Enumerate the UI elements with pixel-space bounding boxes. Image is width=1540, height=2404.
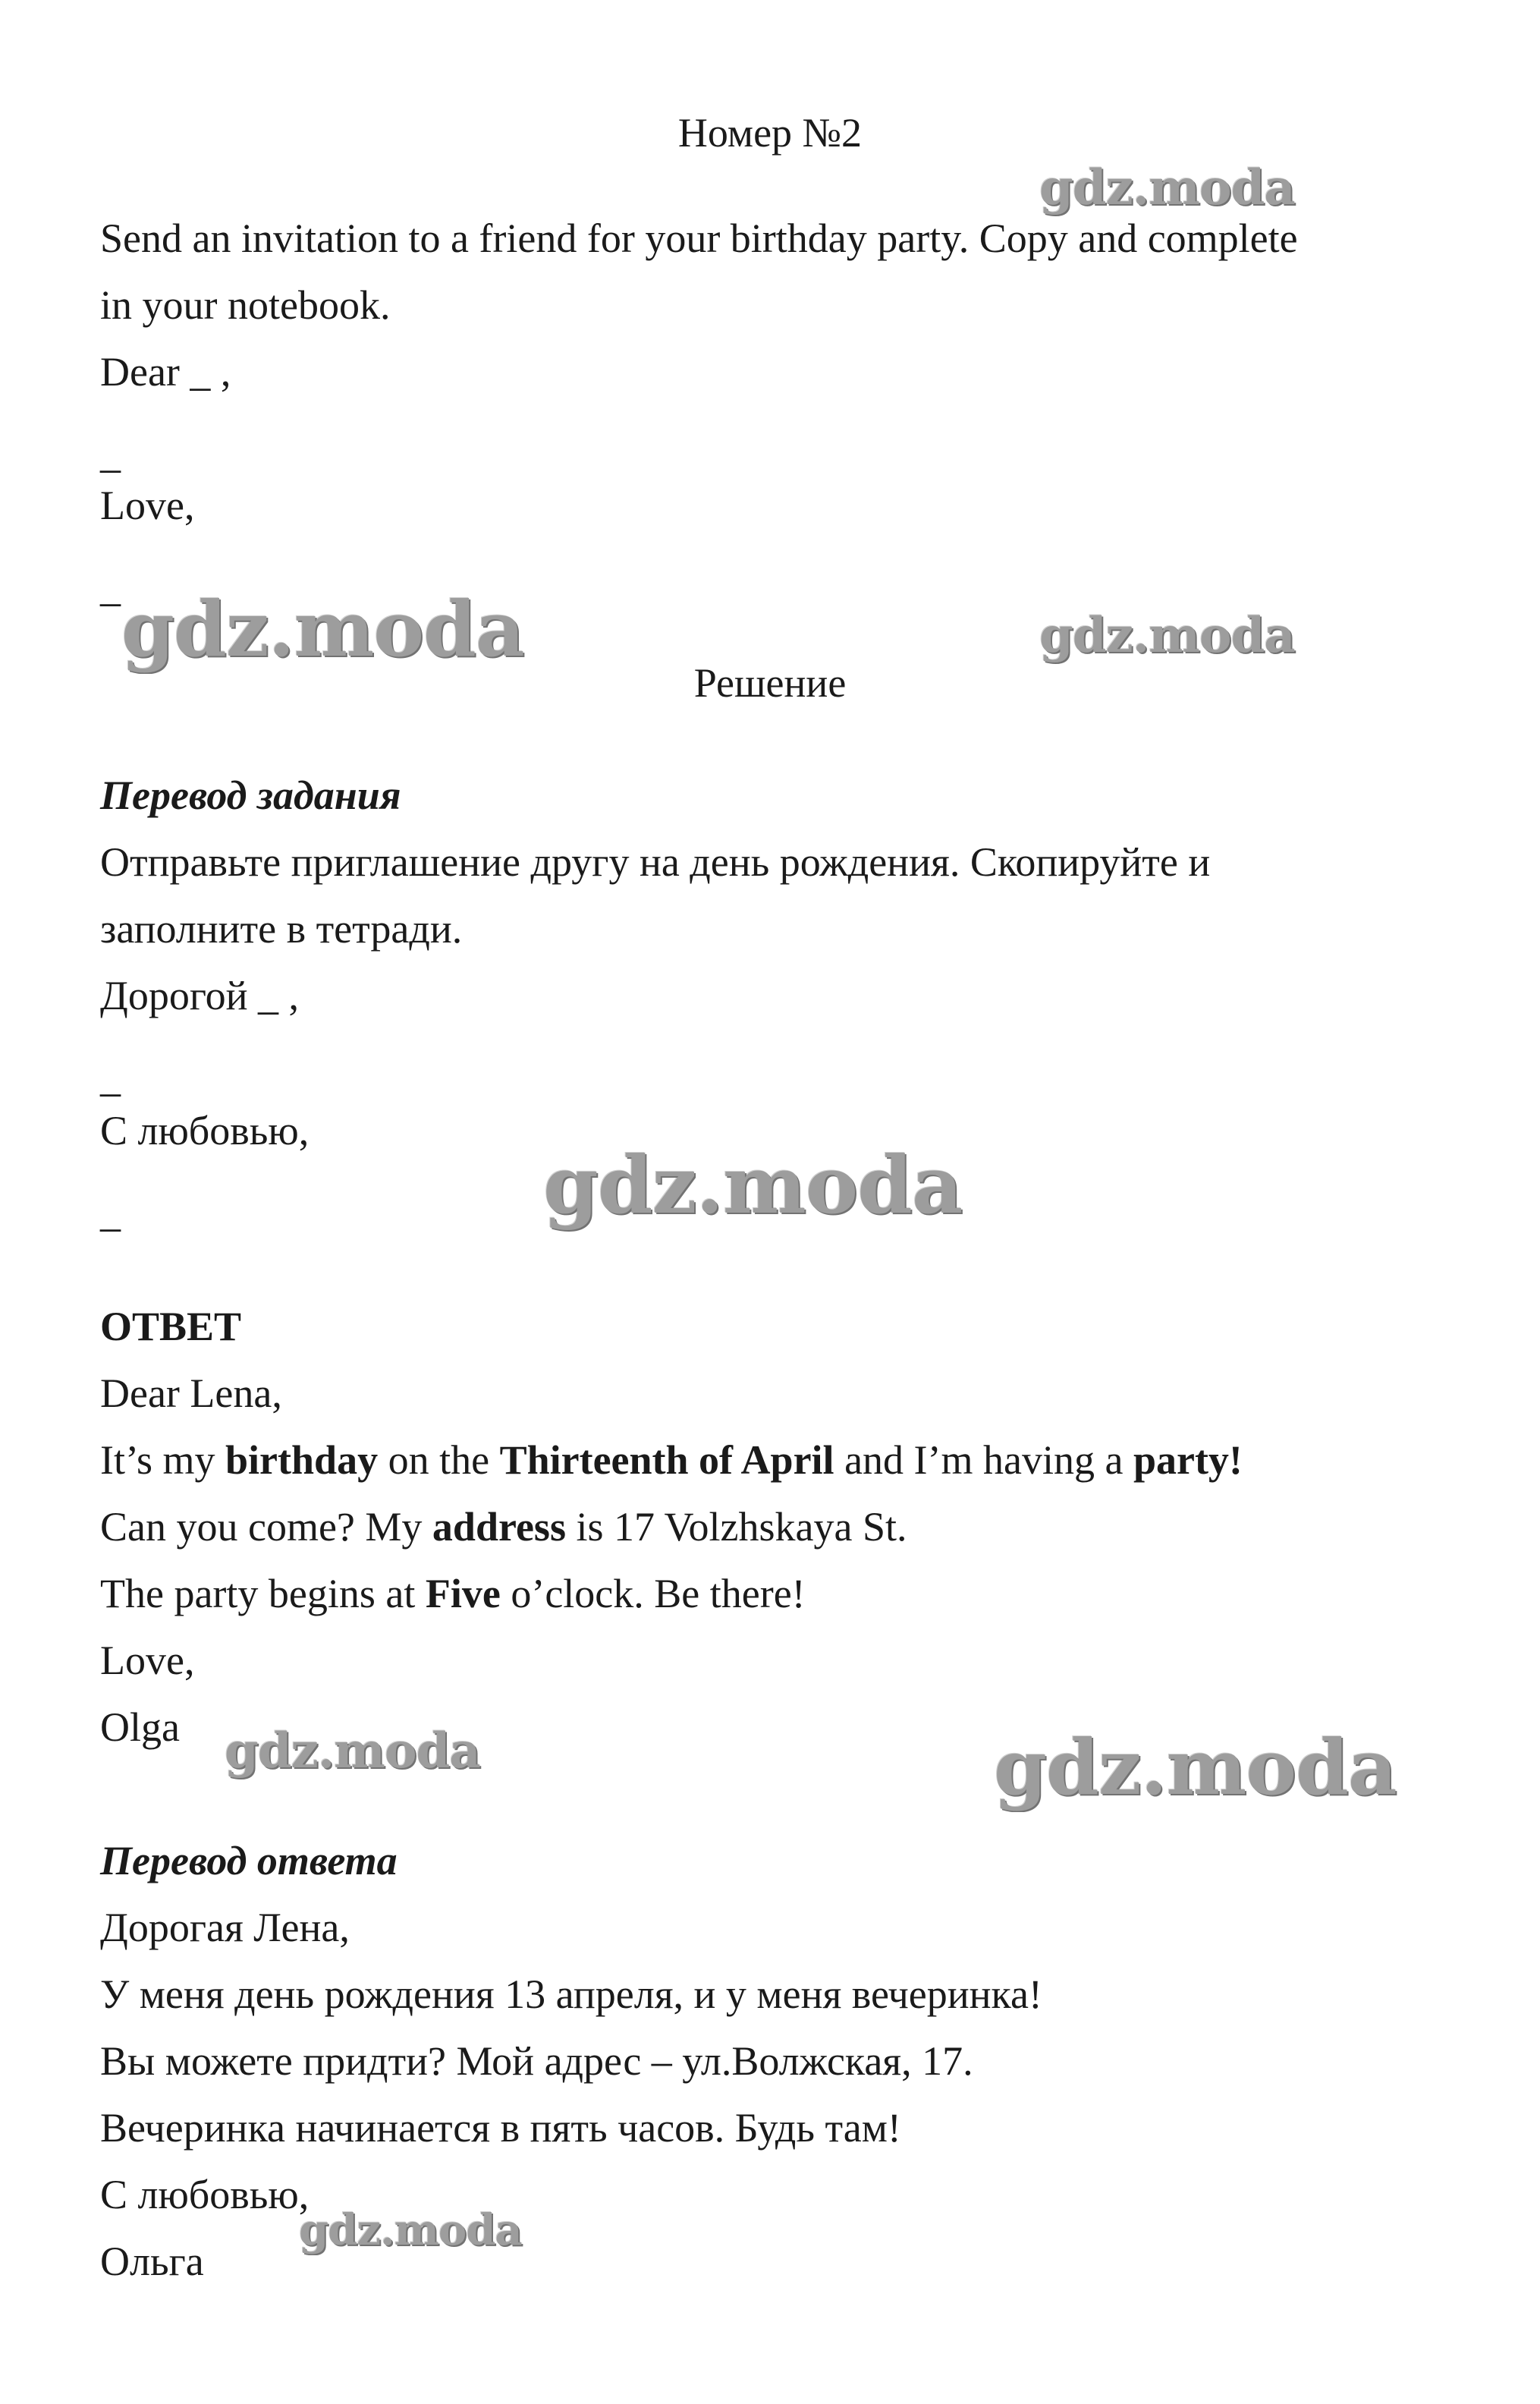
answer-heading: ОТВЕТ [100, 1304, 242, 1349]
watermark: gdz.moda [994, 1723, 1397, 1812]
answer-translation-heading: Перевод ответа [100, 1838, 398, 1883]
task-blank-1: _ [100, 431, 121, 477]
task-love: Love, [100, 483, 195, 528]
answer-translation-dear: Дорогая Лена, [100, 1905, 350, 1950]
answer-line-2: Can you come? My address is 17 Volzhskaya St. [100, 1504, 907, 1550]
task-blank-2: _ [100, 565, 121, 610]
answer-line-1: It’s my birthday on the Thirteenth of April and I’m having a party! [100, 1437, 1243, 1483]
watermark: gdz.moda [299, 2205, 522, 2255]
watermark: gdz.moda [543, 1138, 963, 1232]
task-translation-blank-2: _ [100, 1190, 121, 1235]
watermark: gdz.moda [225, 1723, 480, 1779]
task-line-2: in your notebook. [100, 282, 391, 328]
answer-translation-name: Ольга [100, 2239, 204, 2284]
task-dear: Dear _ , [100, 349, 231, 395]
answer-translation-love: С любовью, [100, 2172, 310, 2217]
answer-translation-line-1: У меня день рождения 13 апреля, и у меня вечеринка! [100, 1971, 1042, 2017]
task-translation-heading: Перевод задания [100, 772, 401, 818]
answer-love: Love, [100, 1638, 195, 1683]
answer-translation-line-3: Вечеринка начинается в пять часов. Будь там! [100, 2105, 901, 2151]
task-translation-love: С любовью, [100, 1108, 310, 1153]
task-translation-dear: Дорогой _ , [100, 973, 300, 1018]
solution-title: Решение [693, 660, 847, 706]
answer-translation-line-2: Вы можете придти? Мой адрес – ул.Волжская, 17. [100, 2038, 973, 2084]
answer-line-3: The party begins at Five o’clock. Be there! [100, 1571, 806, 1616]
watermark: gdz.moda [121, 584, 524, 674]
watermark: gdz.moda [1039, 607, 1295, 664]
task-translation-blank-1: _ [100, 1055, 121, 1100]
watermark: gdz.moda [1039, 159, 1295, 216]
answer-name: Olga [100, 1704, 180, 1750]
task-line-1: Send an invitation to a friend for your birthday party. Copy and complete [100, 216, 1298, 261]
page-title: Номер №2 [677, 110, 863, 156]
task-translation-line-1: Отправьте приглашение другу на день рождения. Скопируйте и [100, 839, 1211, 885]
answer-dear: Dear Lena, [100, 1370, 282, 1416]
task-translation-line-2: заполните в тетради. [100, 906, 463, 952]
